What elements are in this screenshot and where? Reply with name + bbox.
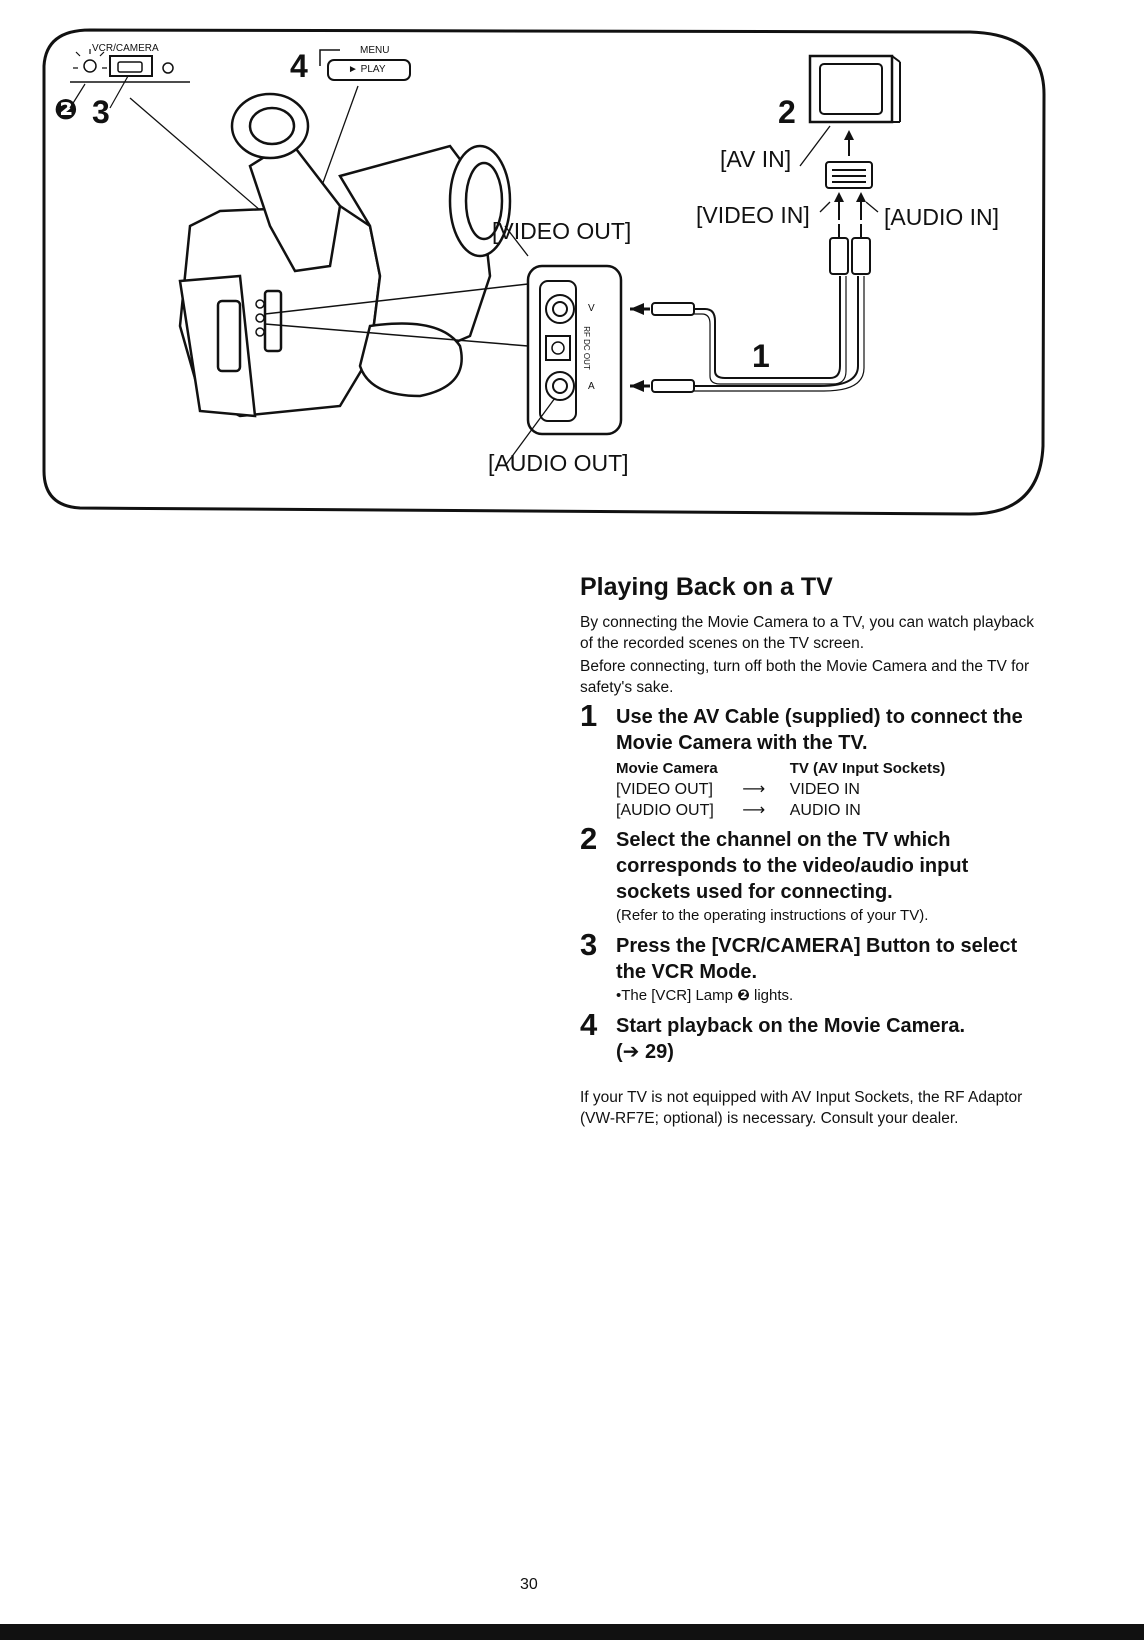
menu-label: MENU — [360, 45, 390, 56]
arrow-icon: ⟶ — [742, 801, 766, 819]
label-audio-out: [AUDIO OUT] — [488, 450, 629, 476]
step-title: Start playback on the Movie Camera. — [616, 1014, 966, 1037]
step-number: 4 — [580, 1006, 598, 1042]
step-title: Use the AV Cable (supplied) to connect the Movie Camera with the TV. — [616, 705, 1023, 754]
step-number: 2 — [580, 820, 598, 856]
table-row — [616, 800, 945, 821]
instructions — [580, 574, 1040, 1144]
cell-from: [AUDIO OUT] — [616, 801, 714, 819]
callout-tv-2: 2 — [778, 94, 796, 130]
header-spacer — [718, 758, 790, 779]
page-title: Playing Back on a TV — [580, 573, 833, 601]
cell-from: [VIDEO OUT] — [616, 780, 713, 798]
step-4 — [580, 1006, 1040, 1065]
lamp-icon: ❷ — [737, 986, 750, 1004]
header-movie-camera: Movie Camera — [616, 759, 718, 777]
socket-rf-label: RF DC OUT — [581, 326, 591, 370]
header-tv-sockets: TV (AV Input Sockets) — [789, 759, 946, 777]
step-2 — [580, 820, 1040, 927]
step-note — [616, 985, 1040, 1007]
table-row — [616, 779, 945, 800]
step-1 — [580, 697, 1040, 821]
step-title: Press the [VCR/CAMERA] Button to select the VCR Mode. — [616, 934, 1018, 983]
rf-adaptor-note: If your TV is not equipped with AV Input Sockets, the RF Adaptor (VW-RF7E; optional) is necessary. Consult your dealer. — [580, 1088, 1023, 1127]
vcr-camera-label: VCR/CAMERA — [92, 43, 159, 54]
scan-edge-bar — [0, 1624, 1144, 1640]
label-video-in: [VIDEO IN] — [696, 202, 810, 228]
note-suffix: lights. — [749, 986, 794, 1004]
label-audio-in: [AUDIO IN] — [884, 204, 1000, 230]
intro-paragraph: By connecting the Movie Camera to a TV, you can watch playback of the recorded scenes on the TV screen. — [580, 613, 1035, 652]
socket-v-label: V — [588, 303, 595, 314]
callout-lamp: ❷ — [54, 94, 78, 125]
page-number: 30 — [520, 1576, 538, 1593]
page-reference: (➔ 29) — [616, 1040, 674, 1063]
step-3 — [580, 926, 1040, 1007]
step-number: 1 — [580, 697, 598, 733]
connection-table — [616, 758, 945, 821]
connection-illustration — [40, 26, 1050, 516]
margin-rule — [1104, 0, 1106, 1624]
callout-3: 3 — [92, 94, 110, 130]
note-prefix: •The [VCR] Lamp — [616, 986, 738, 1004]
step-note: (Refer to the operating instructions of your TV). — [616, 906, 929, 924]
table-header-row — [616, 758, 945, 779]
cell-to: AUDIO IN — [789, 801, 861, 819]
arrow-icon: ⟶ — [742, 780, 766, 798]
callout-4: 4 — [290, 48, 308, 84]
socket-a-label: A — [588, 381, 595, 392]
step-title: Select the channel on the TV which corresponds to the video/audio input sockets used for connecting. — [616, 828, 969, 903]
play-button-label: ► PLAY — [348, 64, 386, 75]
connection-diagram — [40, 26, 1050, 516]
callout-cable-1: 1 — [752, 338, 770, 374]
cell-to: VIDEO IN — [789, 780, 860, 798]
label-video-out: [VIDEO OUT] — [492, 218, 632, 244]
step-number: 3 — [580, 926, 598, 962]
safety-paragraph: Before connecting, turn off both the Movie Camera and the TV for safety's sake. — [580, 657, 1030, 696]
label-av-in: [AV IN] — [720, 146, 792, 172]
